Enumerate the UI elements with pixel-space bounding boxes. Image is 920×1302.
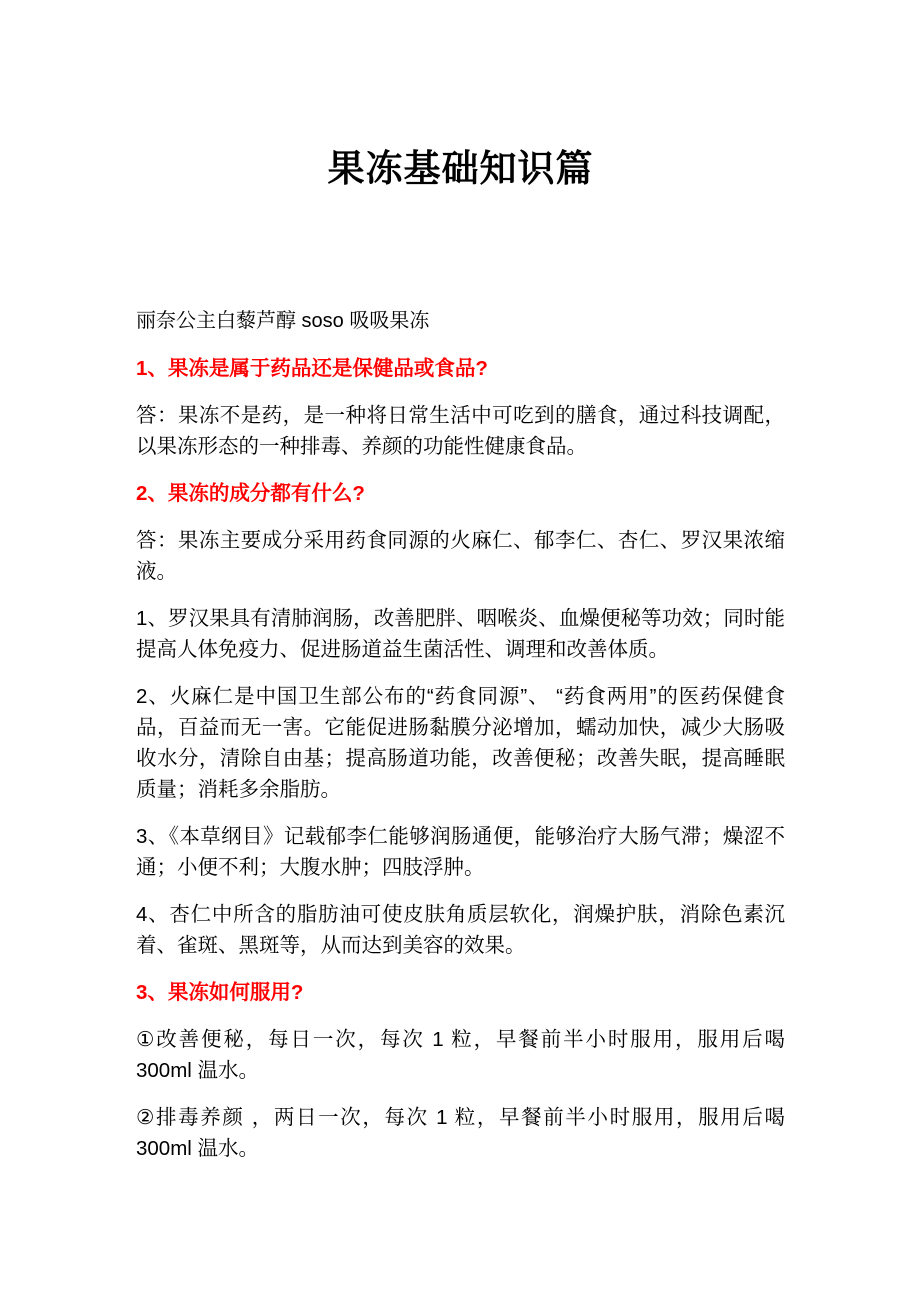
ingredient-point-1: 1、罗汉果具有清肺润肠，改善肥胖、咽喉炎、血燥便秘等功效；同时能提高人体免疫力、促进肠道益生菌活性、调理和改善体质。 [136, 607, 785, 661]
question-2-heading: 2、果冻的成分都有什么? [136, 482, 365, 505]
usage-instruction-1: ①改善便秘，每日一次，每次 1 粒，早餐前半小时服用，服用后喝 300ml 温水。 [136, 1028, 785, 1082]
ingredient-point-4: 4、杏仁中所含的脂肪油可使皮肤角质层软化，润燥护肤，消除色素沉着、雀斑、黑斑等，从而达到美容的效果。 [136, 903, 785, 957]
section-question-3 [136, 977, 785, 1164]
question-3-heading: 3、果冻如何服用? [136, 981, 304, 1004]
question-1-answer: 答：果冻不是药，是一种将日常生活中可吃到的膳食，通过科技调配，以果冻形态的一种排毒、养颜的功能性健康食品。 [136, 404, 785, 458]
ingredient-point-2: 2、火麻仁是中国卫生部公布的“药食同源”、 “药食两用”的医药保健食品，百益而无一害。它能促进肠黏膜分泌增加，蠕动加快，减少大肠吸收水分，清除自由基；提高肠道功能，改善便秘；改善失眠，提高睡眠质量；消耗多余脂肪。 [136, 685, 785, 801]
question-1-heading: 1、果冻是属于药品还是保健品或食品? [136, 357, 488, 380]
page-title: 果冻基础知识篇 [327, 148, 594, 189]
ingredient-point-3: 3、《本草纲目》记载郁李仁能够润肠通便，能够治疗大肠气滞；燥涩不通；小便不利；大腹水肿；四肢浮肿。 [136, 825, 785, 879]
question-2-answer-intro: 答：果冻主要成分采用药食同源的火麻仁、郁李仁、杏仁、罗汉果浓缩液。 [136, 529, 785, 583]
section-question-1 [136, 353, 785, 462]
intro-product-line: 丽奈公主白藜芦醇 soso 吸吸果冻 [136, 310, 430, 332]
usage-instruction-2: ②排毒养颜 ，两日一次，每次 1 粒，早餐前半小时服用，服用后喝 300ml 温水。 [136, 1106, 785, 1160]
section-question-2 [136, 478, 785, 961]
